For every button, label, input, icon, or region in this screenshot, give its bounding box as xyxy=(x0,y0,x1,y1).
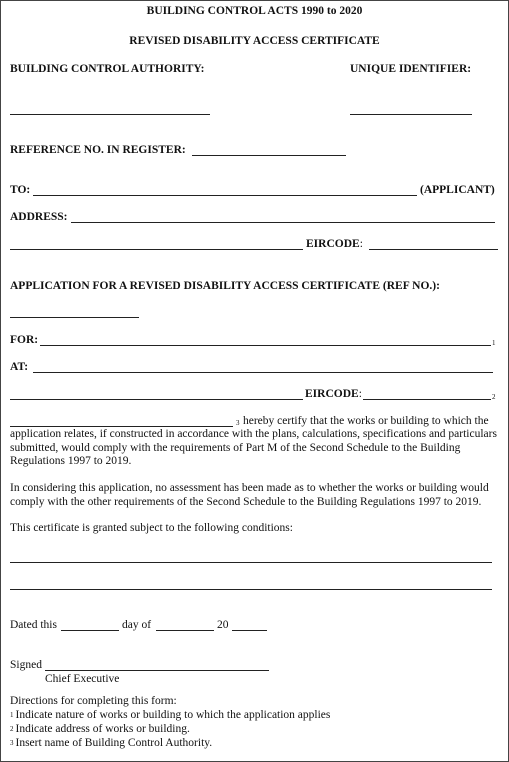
at-field-line-2[interactable] xyxy=(10,399,303,400)
direction-item: 3 Insert name of Building Control Authority. xyxy=(10,737,213,749)
day-field[interactable] xyxy=(61,630,119,631)
signed-label: Signed xyxy=(10,659,42,671)
assessment-text: In considering this application, no assessment has been made as to whether the works or building would comply with the other requirements of the Second Schedule to the Building Regulations 1997 to 2019. xyxy=(10,482,489,508)
reference-label: REFERENCE NO. IN REGISTER: xyxy=(10,144,186,156)
address-field-line-2[interactable] xyxy=(10,249,303,250)
conditions-field-line-2[interactable] xyxy=(10,589,492,590)
to-label: TO: xyxy=(10,184,31,196)
month-field[interactable] xyxy=(156,630,214,631)
authority-label: BUILDING CONTROL AUTHORITY: xyxy=(10,63,205,75)
dated-this-label: Dated this xyxy=(10,619,57,631)
conditions-text: This certificate is granted subject to the following conditions: xyxy=(10,522,293,534)
day-of-label: day of xyxy=(122,619,152,631)
eircode-field-applicant[interactable] xyxy=(369,249,498,250)
address-field-line-1[interactable] xyxy=(71,222,495,223)
applicant-label: (APPLICANT) xyxy=(420,184,495,196)
certify-text: application relates, if constructed in accordance with the plans, calculations, specifications and particulars submitted, would comply with the requirements of Part M of the Second Schedule to the Building Regulations 1997 to 2019. xyxy=(10,428,497,467)
eircode-footnote-marker: 2 xyxy=(492,393,496,401)
signatory-role: Chief Executive xyxy=(45,673,120,685)
for-field[interactable] xyxy=(40,345,491,346)
application-ref-field[interactable] xyxy=(10,317,139,318)
applicant-field[interactable] xyxy=(33,195,417,196)
eircode-label-applicant: EIRCODE: xyxy=(306,238,363,250)
authority-field[interactable] xyxy=(10,114,210,115)
identifier-label: UNIQUE IDENTIFIER: xyxy=(350,63,472,75)
identifier-field[interactable] xyxy=(350,114,472,115)
application-label: APPLICATION FOR A REVISED DISABILITY ACCESS CERTIFICATE (REF NO.): xyxy=(10,280,440,292)
at-field-line-1[interactable] xyxy=(33,372,493,373)
certify-footnote-marker: 3 xyxy=(236,419,240,427)
for-footnote-marker: 1 xyxy=(492,339,496,347)
form-title: BUILDING CONTROL ACTS 1990 to 2020 xyxy=(146,5,363,17)
reference-field[interactable] xyxy=(192,155,346,156)
signature-field[interactable] xyxy=(45,670,269,671)
certify-text-first-line: hereby certify that the works or building to which the xyxy=(243,415,489,427)
direction-item: 2 Indicate address of works or building. xyxy=(10,723,190,735)
for-label: FOR: xyxy=(10,334,39,346)
directions-heading: Directions for completing this form: xyxy=(10,695,177,707)
authority-name-field[interactable] xyxy=(10,426,233,427)
address-label: ADDRESS: xyxy=(10,211,68,223)
at-label: AT: xyxy=(10,361,29,373)
year-prefix: 20 xyxy=(217,619,229,631)
eircode-field-works[interactable] xyxy=(363,399,491,400)
eircode-label-works: EIRCODE: xyxy=(305,388,362,400)
form-subtitle: REVISED DISABILITY ACCESS CERTIFICATE xyxy=(129,35,380,47)
conditions-field-line-1[interactable] xyxy=(10,562,492,563)
direction-item: 1 Indicate nature of works or building to which the application applies xyxy=(10,709,331,721)
year-field[interactable] xyxy=(232,630,267,631)
